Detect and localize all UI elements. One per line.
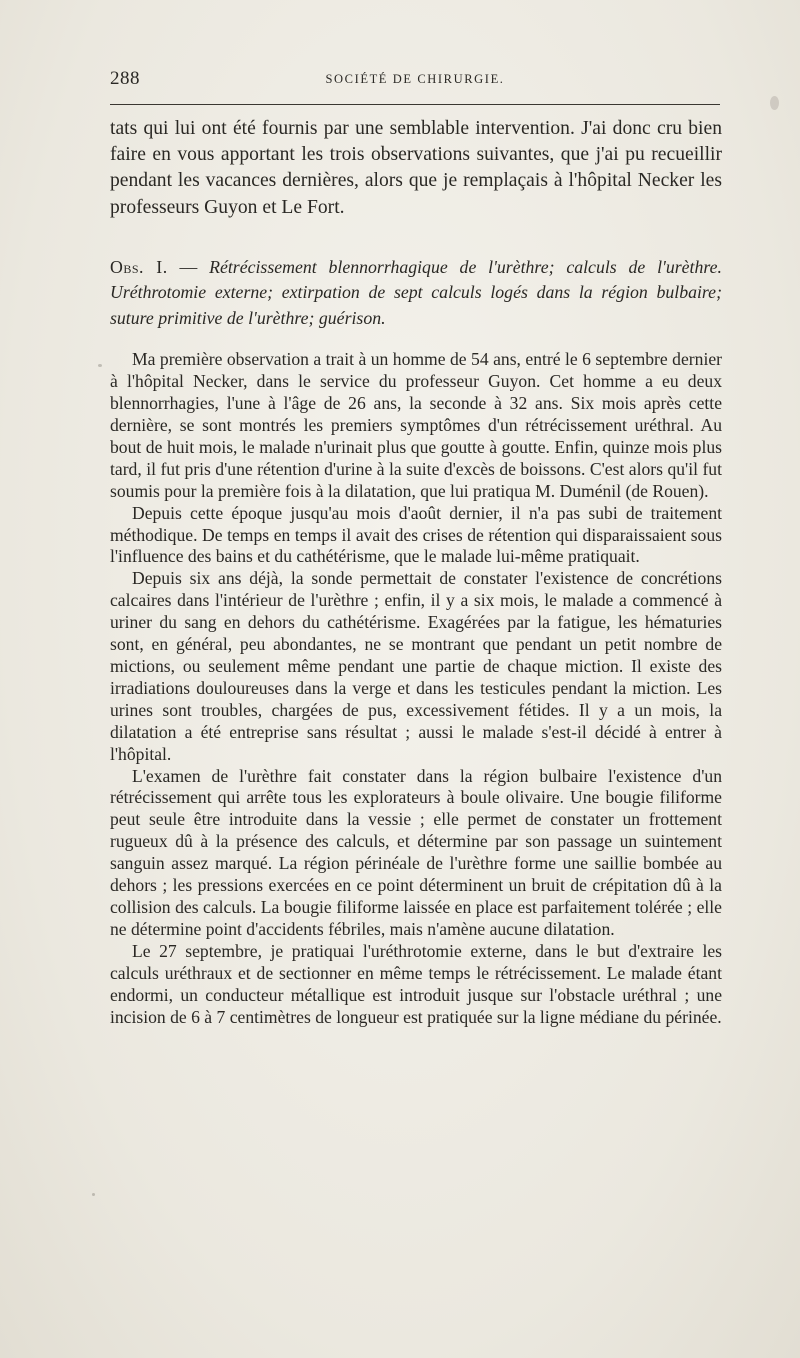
paper-speck — [92, 1193, 95, 1196]
paragraph-1: Ma première observation a trait à un homme de 54 ans, entré le 6 septembre dernier à l'hôpital Necker, dans le service du professeur Guyon. Cet homme a eu deux blennorrhagies, l'une à l'âge de 26 ans, la seconde à 32 ans. Six mois après cette dernière, se sont montrés les premiers symptômes d'un rétrécissement uréthral. Au bout de huit mois, le malade n'urinait plus que goutte à goutte. Enfin, quinze mois plus tard, il fut pris d'une rétention d'urine à la suite d'excès de boissons. C'est alors qu'il fut soumis pour la première fois à la dilatation, que lui pratiqua M. Duménil (de Rouen). — [110, 349, 722, 501]
paragraph-3: Depuis six ans déjà, la sonde permettait de constater l'existence de concrétions calcaires dans l'intérieur de l'urèthre ; enfin, il y a six mois, le malade a commencé à uriner du sang en dehors du cathétérisme. Exagérées par la fatigue, les hématuries sont, en général, peu abondantes, ne se montrant que pendant un petit nombre de mictions, ou seulement même pendant une partie de chaque miction. Il existe des irradiations douloureuses dans la verge et dans les testicules pendant la miction. Les urines sont troubles, chargées de pus, excessivement fétides. Il y a un mois, la dilatation a été entreprise sans résultat ; aussi le malade s'est-il décidé à entrer à l'hôpital. — [110, 568, 722, 764]
paper-speck — [98, 364, 102, 367]
paper-speck — [770, 96, 779, 110]
running-head: SOCIÉTÉ DE CHIRURGIE. — [325, 72, 505, 86]
paragraph-5: Le 27 septembre, je pratiquai l'uréthrotomie externe, dans le but d'extraire les calculs uréthraux et de sectionner en même temps le rétrécissement. Le malade étant endormi, un conducteur métallique est introduit jusque sur l'obstacle uréthral ; une incision de 6 à 7 centimètres de longueur est pratiquée sur la ligne médiane du périnée. — [110, 940, 722, 1027]
body-text — [110, 116, 722, 1028]
observation-title: Rétrécissement blennorrhagique de l'urèthre; calculs de l'urèthre. Uréthrotomie externe; extirpation de sept calculs logés dans la région bulbaire; suture primitive de l'urèthre; guérison. — [110, 256, 722, 328]
observation-heading — [110, 255, 722, 332]
observation-label: Obs. I. — [110, 256, 168, 277]
paragraph-4: L'examen de l'urèthre fait constater dans la région bulbaire l'existence d'un rétrécissement qui arrête tous les explorateurs à boule olivaire. Une bougie filiforme peut seule être introduite dans la vessie ; elle permet de constater un frottement rugueux dû à la présence des calculs, et détermine par son passage un suintement sanguin assez marqué. La région périnéale de l'urèthre forme une saillie bombée au dehors ; les pressions exercées en ce point déterminent un bruit de crépitation dû à la collision des calculs. La bougie filiforme laissée en place est parfaitement tolérée ; elle ne détermine point d'accidents fébriles, mais n'amène aucune dilatation. — [110, 765, 722, 939]
observation-dash: — — [167, 256, 210, 277]
header-rule — [110, 104, 720, 105]
paragraph-2: Depuis cette époque jusqu'au mois d'août dernier, il n'a pas subi de traitement méthodique. De temps en temps il avait des crises de rétention qui disparaissaient sous l'influence des bains et du cathétérisme, que le malade lui-même pratiquait. — [110, 502, 722, 567]
page-number: 288 — [110, 68, 140, 89]
page-header — [110, 68, 720, 102]
intro-paragraph: tats qui lui ont été fournis par une semblable intervention. J'ai donc cru bien faire en vous apportant les trois observations suivantes, que j'ai pu recueillir pendant les vacances dernières, alors que je remplaçais à l'hôpital Necker les professeurs Guyon et Le Fort. — [110, 118, 722, 218]
